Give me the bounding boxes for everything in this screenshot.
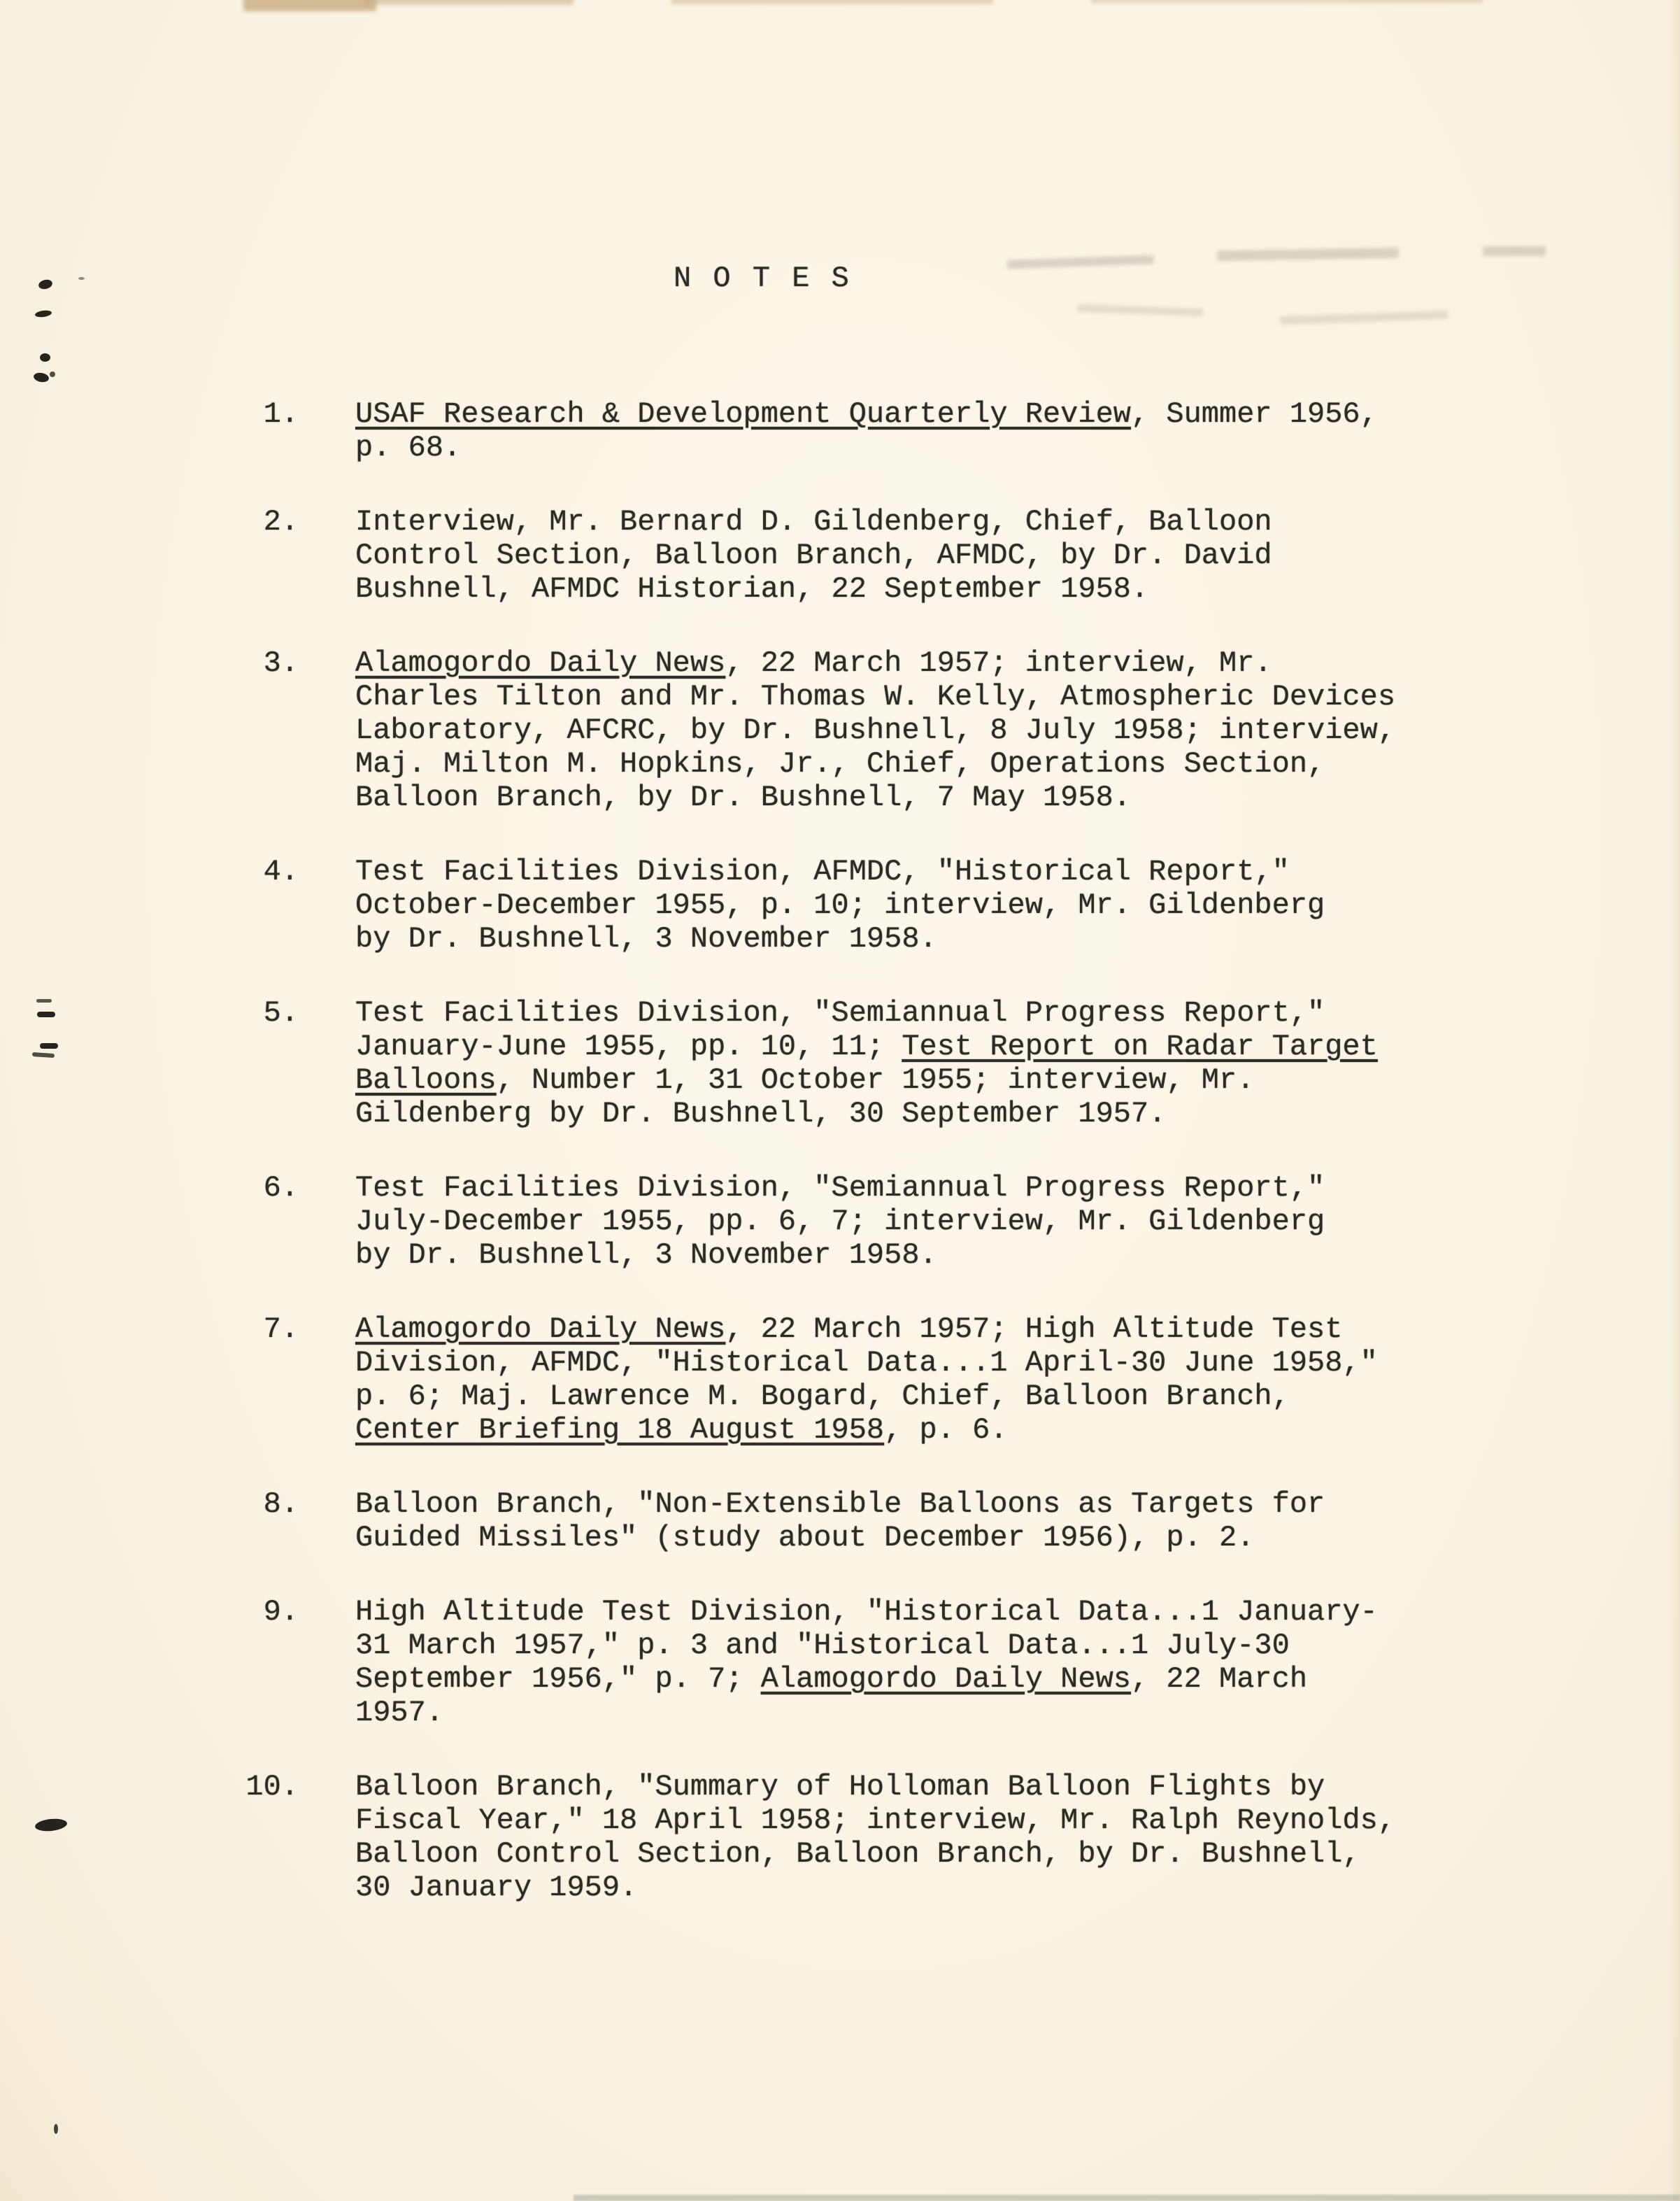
note-line xyxy=(355,397,1378,431)
note-segment: by Dr. Bushnell, 3 November 1958. xyxy=(355,922,937,956)
note-number: 1. xyxy=(263,397,299,431)
note-segment: Balloon Branch, "Non-Extensible Balloons as Targets for xyxy=(355,1487,1325,1521)
note-line xyxy=(355,1804,1395,1837)
note-line xyxy=(355,1063,1378,1097)
scan-smudge xyxy=(1091,0,1483,3)
page-edge-shadow xyxy=(1669,0,1680,2201)
note-text xyxy=(355,1770,1395,1904)
note-number: 4. xyxy=(263,855,299,889)
note-number: 10. xyxy=(245,1770,299,1804)
ink-speck xyxy=(37,1012,55,1017)
note-line xyxy=(355,781,1395,814)
note-line xyxy=(355,1205,1325,1238)
note-segment: Laboratory, AFCRC, by Dr. Bushnell, 8 July 1958; interview, xyxy=(355,714,1396,747)
note-line xyxy=(355,680,1395,714)
note-line xyxy=(355,1662,1378,1696)
note-text xyxy=(355,1171,1325,1272)
note-segment: , 22 March 1957; interview, Mr. xyxy=(725,646,1272,680)
note-line xyxy=(355,1770,1395,1804)
note-item xyxy=(245,397,1476,465)
note-line xyxy=(355,1595,1378,1629)
ink-speck xyxy=(32,1052,55,1058)
note-line xyxy=(355,747,1395,781)
note-number: 3. xyxy=(263,646,299,680)
underlined-title-segment: Alamogordo Daily News xyxy=(760,1662,1131,1696)
note-segment: Test Facilities Division, "Semiannual Progress Report," xyxy=(355,1171,1325,1205)
note-segment: Interview, Mr. Bernard D. Gildenberg, Chief, Balloon xyxy=(355,505,1272,539)
note-segment: , p. 6. xyxy=(884,1413,1008,1447)
ink-speck xyxy=(50,371,55,377)
note-segment: 31 March 1957," p. 3 and "Historical Data...1 July-30 xyxy=(355,1629,1290,1662)
note-line xyxy=(355,539,1272,572)
note-text xyxy=(355,1595,1378,1729)
ink-speck xyxy=(40,353,50,362)
note-segment: October-December 1955, p. 10; interview, Mr. Gildenberg xyxy=(355,889,1325,922)
note-line xyxy=(355,1346,1378,1380)
note-line xyxy=(355,1696,1378,1729)
note-segment: p. 6; Maj. Lawrence M. Bogard, Chief, Balloon Branch, xyxy=(355,1380,1290,1413)
note-line xyxy=(355,1413,1378,1447)
note-text xyxy=(355,1312,1378,1447)
note-item xyxy=(245,1312,1476,1447)
underlined-title-segment: USAF Research & Development Quarterly Review xyxy=(355,397,1131,431)
note-item xyxy=(245,646,1476,814)
scan-smudge xyxy=(671,0,993,4)
note-number: 2. xyxy=(263,505,299,539)
ink-speck xyxy=(54,2124,58,2134)
ink-speck xyxy=(33,371,50,383)
page-title: N O T E S xyxy=(674,262,851,295)
note-line xyxy=(355,1171,1325,1205)
scan-smudge xyxy=(364,0,574,5)
note-item xyxy=(245,1770,1476,1904)
note-number: 7. xyxy=(263,1312,299,1346)
note-line xyxy=(355,996,1378,1030)
ink-speck xyxy=(40,1043,58,1049)
ink-speck xyxy=(36,999,52,1003)
note-line xyxy=(355,889,1325,922)
note-number: 9. xyxy=(263,1595,299,1629)
note-segment: Balloon Branch, "Summary of Holloman Balloon Flights by xyxy=(355,1770,1325,1804)
note-line xyxy=(355,1097,1378,1131)
ink-speck xyxy=(34,1818,68,1833)
note-segment: Maj. Milton M. Hopkins, Jr., Chief, Operations Section, xyxy=(355,747,1325,781)
note-segment: p. 68. xyxy=(355,431,462,465)
note-segment: Test Facilities Division, AFMDC, "Historical Report," xyxy=(355,855,1290,889)
note-line xyxy=(355,431,1378,465)
note-line xyxy=(355,714,1395,747)
note-line xyxy=(355,572,1272,606)
ghost-mark xyxy=(1077,304,1203,316)
ink-speck xyxy=(34,309,52,318)
scan-smudge xyxy=(243,0,376,11)
note-segment: by Dr. Bushnell, 3 November 1958. xyxy=(355,1238,937,1272)
note-segment: July-December 1955, pp. 6, 7; interview, Mr. Gildenberg xyxy=(355,1205,1325,1238)
note-segment: Gildenberg by Dr. Bushnell, 30 September 1957. xyxy=(355,1097,1167,1131)
ink-speck xyxy=(38,278,54,290)
note-text xyxy=(355,1487,1325,1555)
note-segment: 1957. xyxy=(355,1696,444,1729)
note-segment: , 22 March 1957; High Altitude Test xyxy=(725,1312,1343,1346)
note-line xyxy=(355,1521,1325,1555)
note-line xyxy=(355,1487,1325,1521)
underlined-title-segment: Test Report on Radar Target xyxy=(902,1030,1378,1063)
note-segment: Charles Tilton and Mr. Thomas W. Kelly, Atmospheric Devices xyxy=(355,680,1396,714)
underlined-title-segment: Balloons xyxy=(355,1063,497,1097)
note-text xyxy=(355,646,1395,814)
ghost-mark xyxy=(1007,255,1154,269)
note-item xyxy=(245,1595,1476,1729)
note-item xyxy=(245,505,1476,606)
note-item xyxy=(245,1487,1476,1555)
note-line xyxy=(355,1629,1378,1662)
note-line xyxy=(355,646,1395,680)
note-text xyxy=(355,505,1272,606)
note-segment: Guided Missiles" (study about December 1956), p. 2. xyxy=(355,1521,1255,1555)
underlined-title-segment: Alamogordo Daily News xyxy=(355,1312,726,1346)
note-segment: , Number 1, 31 October 1955; interview, Mr. xyxy=(496,1063,1255,1097)
note-text xyxy=(355,855,1325,956)
note-segment: , Summer 1956, xyxy=(1130,397,1378,431)
ghost-mark xyxy=(1280,311,1448,325)
note-line xyxy=(355,855,1325,889)
note-segment: Division, AFMDC, "Historical Data...1 April-30 June 1958," xyxy=(355,1346,1378,1380)
note-line xyxy=(355,1380,1378,1413)
note-item xyxy=(245,855,1476,956)
note-number: 6. xyxy=(263,1171,299,1205)
note-segment: Balloon Control Section, Balloon Branch, by Dr. Bushnell, xyxy=(355,1837,1360,1871)
note-item xyxy=(245,1171,1476,1272)
note-segment: September 1956," p. 7; xyxy=(355,1662,761,1696)
note-segment: , 22 March xyxy=(1131,1662,1308,1696)
ghost-mark xyxy=(1217,248,1399,262)
note-line xyxy=(355,505,1272,539)
note-segment: Balloon Branch, by Dr. Bushnell, 7 May 1958. xyxy=(355,781,1131,814)
underlined-title-segment: Alamogordo Daily News xyxy=(355,646,726,680)
ink-speck xyxy=(78,277,85,280)
note-text xyxy=(355,996,1378,1131)
note-segment: Fiscal Year," 18 April 1958; interview, Mr. Ralph Reynolds, xyxy=(355,1804,1396,1837)
notes-list xyxy=(245,397,1476,1945)
note-item xyxy=(245,996,1476,1131)
underlined-title-segment: Center Briefing 18 August 1958 xyxy=(355,1413,885,1447)
note-segment: High Altitude Test Division, "Historical Data...1 January- xyxy=(355,1595,1378,1629)
note-segment: Test Facilities Division, "Semiannual Progress Report," xyxy=(355,996,1325,1030)
note-line xyxy=(355,1312,1378,1346)
note-number: 8. xyxy=(263,1487,299,1521)
note-line xyxy=(355,1871,1395,1904)
note-segment: January-June 1955, pp. 10, 11; xyxy=(355,1030,902,1063)
note-line xyxy=(355,1030,1378,1063)
note-line xyxy=(355,922,1325,956)
ghost-mark xyxy=(1483,246,1546,256)
page-edge-shadow xyxy=(574,2195,1680,2201)
note-segment: 30 January 1959. xyxy=(355,1871,638,1904)
note-text xyxy=(355,397,1378,465)
note-segment: Bushnell, AFMDC Historian, 22 September 1958. xyxy=(355,572,1149,606)
note-segment: Control Section, Balloon Branch, AFMDC, by Dr. David xyxy=(355,539,1272,572)
note-number: 5. xyxy=(263,996,299,1030)
note-line xyxy=(355,1837,1395,1871)
note-line xyxy=(355,1238,1325,1272)
